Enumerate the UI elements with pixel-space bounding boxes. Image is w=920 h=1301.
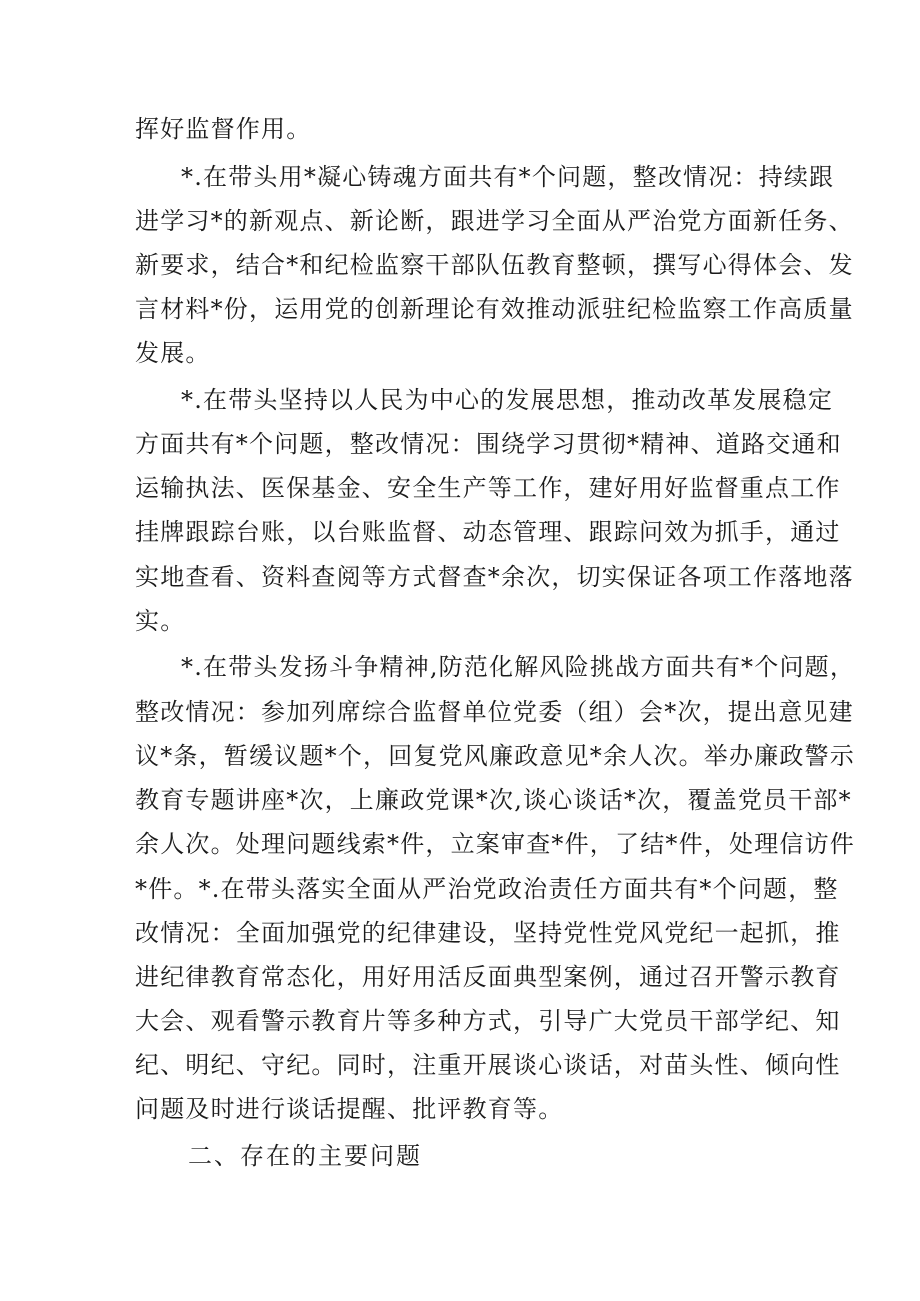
text-line-22: 纪、明纪、守纪。同时，注重开展谈心谈话，对苗头性、倾向性 bbox=[135, 1051, 841, 1079]
text-line-2: *.在带头用*凝心铸魂方面共有*个问题，整改情况：持续跟 bbox=[181, 163, 835, 191]
text-line-12: 实。 bbox=[135, 607, 186, 635]
text-line-4: 新要求，结合*和纪检监察干部队伍教育整顿，撰写心得体会、发 bbox=[135, 251, 854, 279]
text-line-23: 问题及时进行谈话提醒、批评教育等。 bbox=[135, 1095, 564, 1123]
text-line-3: 进学习*的新观点、新论断，跟进学习全面从严治党方面新任务、 bbox=[135, 207, 854, 235]
text-line-16: 教育专题讲座*次，上廉政党课*次,谈心谈话*次，覆盖党员干部* bbox=[135, 786, 852, 814]
text-line-1: 挥好监督作用。 bbox=[135, 115, 312, 143]
text-line-14: 整改情况：参加列席综合监督单位党委（组）会*次，提出意见建 bbox=[135, 698, 854, 726]
section-heading: 二、存在的主要问题 bbox=[188, 1142, 422, 1170]
text-line-8: 方面共有*个问题，整改情况：围绕学习贯彻*精神、道路交通和 bbox=[135, 430, 842, 458]
text-line-15: 议*条，暂缓议题*个，回复党风廉政意见*余人次。举办廉政警示 bbox=[135, 742, 855, 770]
text-line-20: 进纪律教育常态化，用好用活反面典型案例，通过召开警示教育 bbox=[135, 963, 841, 991]
text-line-18: *件。*.在带头落实全面从严治党政治责任方面共有*个问题，整 bbox=[135, 875, 839, 903]
text-line-11: 实地查看、资料查阅等方式督查*余次，切实保证各项工作落地落 bbox=[135, 563, 854, 591]
text-line-9: 运输执法、医保基金、安全生产等工作，建好用好监督重点工作 bbox=[135, 474, 841, 502]
text-line-17: 余人次。处理问题线索*件，立案审查*件，了结*件，处理信访件 bbox=[135, 830, 855, 858]
text-line-5: 言材料*份，运用党的创新理论有效推动派驻纪检监察工作高质量 bbox=[135, 295, 854, 323]
text-line-10: 挂牌跟踪台账，以台账监督、动态管理、跟踪问效为抓手，通过 bbox=[135, 518, 841, 546]
text-line-13: *.在带头发扬斗争精神,防范化解风险挑战方面共有*个问题， bbox=[181, 653, 856, 681]
text-line-21: 大会、观看警示教育片等多种方式，引导广大党员干部学纪、知 bbox=[135, 1007, 841, 1035]
text-line-6: 发展。 bbox=[135, 339, 211, 367]
text-line-19: 改情况：全面加强党的纪律建设，坚持党性党风党纪一起抓，推 bbox=[135, 919, 841, 947]
text-line-7: *.在带头坚持以人民为中心的发展思想，推动改革发展稳定 bbox=[181, 386, 834, 414]
